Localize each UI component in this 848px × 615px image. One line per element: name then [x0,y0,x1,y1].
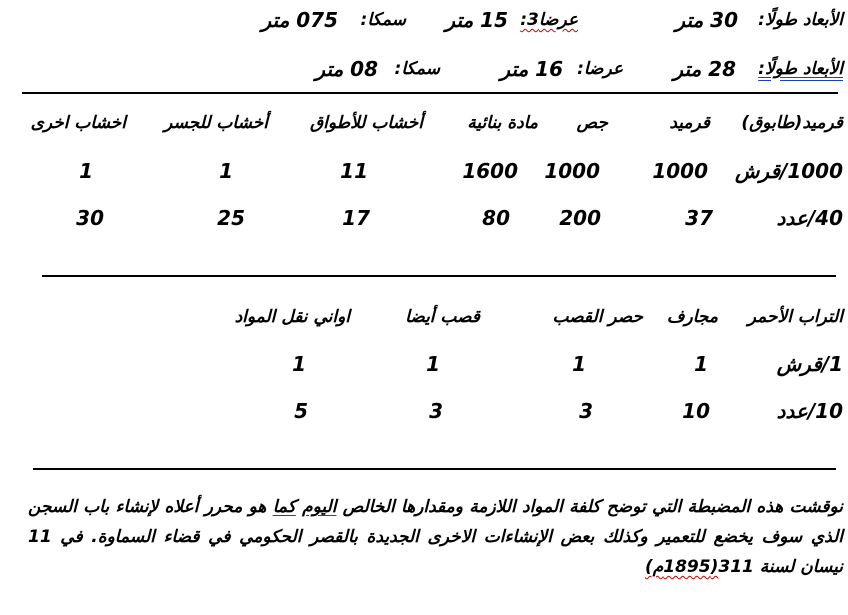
thickness-value: 08 متر [315,57,378,81]
thickness-label: سمكا: [360,10,406,30]
table-cell: 1 [426,352,440,376]
width-value: 15 متر [445,8,508,32]
table-header: مادة بنائية [467,113,538,133]
length-value: 30 متر [675,8,738,32]
paragraph-year: (1895م) [644,557,719,577]
thickness-value: 075 متر [261,8,338,32]
table-cell: 1 [572,352,586,376]
table-header: قصب أيضا [405,307,480,327]
table-header: قرميد [669,113,710,133]
table-cell: 30 [76,206,104,230]
table-cell: 1000/قرش [735,159,843,183]
table-cell: 17 [342,206,370,230]
divider [42,275,836,277]
closing-paragraph [28,492,843,582]
width-label: عرضا: [577,59,623,79]
table-cell: 1000 [544,159,600,183]
table-cell: 10/عدد [776,399,843,423]
table-header: أخشاب للجسر [164,113,268,133]
table-header: اخشاب اخرى [30,113,126,133]
table-header: مجارف [666,307,718,327]
dimensions-label: الأبعاد طولًا: [758,59,843,79]
width-value: 16 متر [500,57,563,81]
table-cell: 1600 [462,159,518,183]
paragraph-today: اليوم [302,497,337,517]
paragraph-text: نوقشت هذه المضبطة التي توضح كلفة المواد اللازمة ومقدارها الخالص [342,497,843,517]
table-cell: 1 [694,352,708,376]
table-cell: 1 [79,159,93,183]
paragraph-as: كما [272,497,296,517]
table-cell: 200 [559,206,601,230]
table-cell: 5 [294,399,308,423]
table-cell: 1000 [652,159,708,183]
table-cell: 1/قرش [776,352,843,376]
table-cell: 3 [429,399,443,423]
table-cell: 3 [579,399,593,423]
length-value: 28 متر [673,57,736,81]
table-header: جص [576,113,608,133]
table-cell: 11 [340,159,368,183]
table-header: حصر القصب [552,307,643,327]
table-header: أخشاب للأطواق [309,113,423,133]
table-header: اواني نقل المواد [234,307,350,327]
dimensions-label: الأبعاد طولًا: [758,10,843,30]
table-header: قرميد(طابوق) [741,113,843,133]
table-cell: 1 [292,352,306,376]
width-label: عرضا3: [520,10,578,30]
divider [22,92,838,94]
table-cell: 40/عدد [776,206,843,230]
paragraph-text: هو محرر أعلاه لإنشاء باب السجن الذي سوف يخضع للتعمير وكذلك بعض الإنشاءات الاخرى الجديدة بالقصر الحكومي في قضاء السماوة. في 11 نيسان لسنة 311 [28,497,843,577]
table-cell: 25 [217,206,245,230]
table-header: التراب الأحمر [747,307,843,327]
table-cell: 37 [685,206,713,230]
divider [33,468,836,470]
thickness-label: سمكا: [394,59,440,79]
table-cell: 80 [482,206,510,230]
table-cell: 1 [219,159,233,183]
table-cell: 10 [682,399,710,423]
